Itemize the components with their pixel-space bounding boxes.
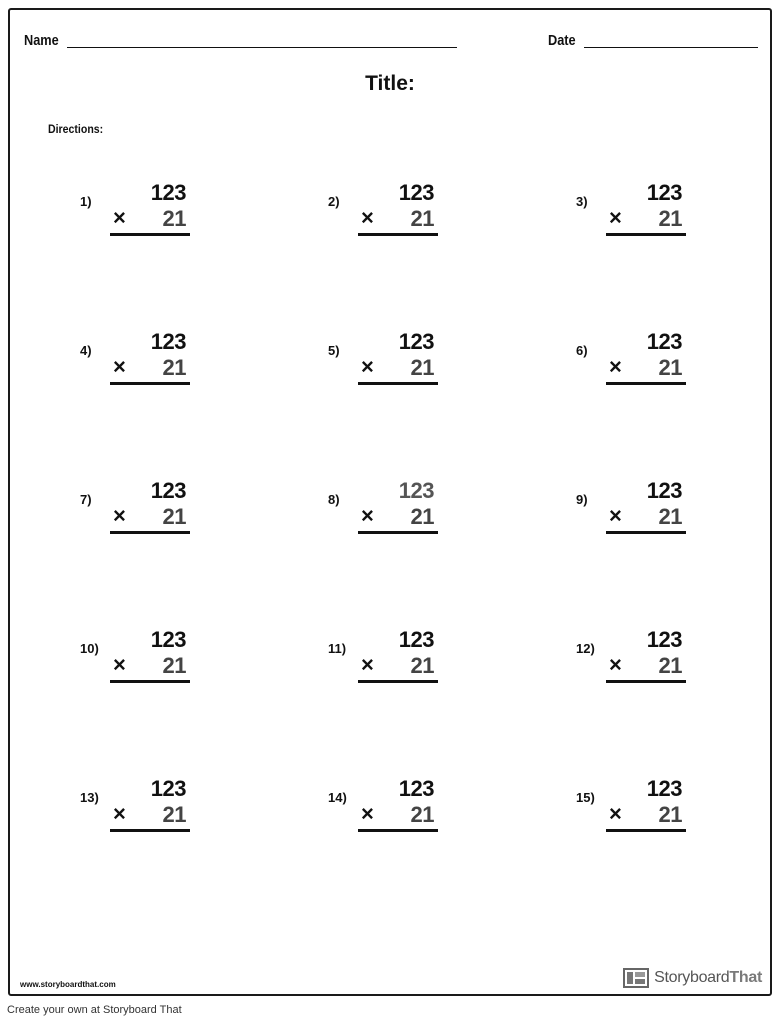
multiplier: 21: [410, 355, 434, 380]
multiply-icon: ×: [113, 205, 126, 230]
answer-line: [606, 382, 686, 385]
multiply-icon: ×: [609, 503, 622, 528]
multiplicand: 123: [150, 627, 186, 652]
problem-6: [576, 327, 736, 407]
problem-7: [80, 476, 240, 556]
date-label: Date: [548, 32, 576, 49]
multiplicand: 123: [398, 329, 434, 354]
multiply-icon: ×: [609, 205, 622, 230]
problem-number: 15): [576, 790, 595, 805]
problem-number: 7): [80, 492, 92, 507]
problem-10: [80, 625, 240, 705]
multiplier: 21: [162, 504, 186, 529]
answer-line: [358, 829, 438, 832]
problem-number: 2): [328, 194, 340, 209]
multiplicand: 123: [646, 329, 682, 354]
problem-number: 12): [576, 641, 595, 656]
multiply-icon: ×: [361, 354, 374, 379]
date-line: [584, 47, 758, 48]
multiplicand: 123: [150, 180, 186, 205]
multiplicand: 123: [646, 776, 682, 801]
answer-line: [358, 531, 438, 534]
multiplicand: 123: [150, 329, 186, 354]
answer-line: [358, 680, 438, 683]
problem-9: [576, 476, 736, 556]
answer-line: [606, 680, 686, 683]
multiplier: 21: [410, 802, 434, 827]
problem-5: [328, 327, 488, 407]
name-line: [67, 47, 457, 48]
multiplier: 21: [162, 355, 186, 380]
brand-name: [654, 969, 762, 987]
problem-number: 8): [328, 492, 340, 507]
problem-number: 1): [80, 194, 92, 209]
problem-number: 14): [328, 790, 347, 805]
multiply-icon: ×: [609, 652, 622, 677]
multiply-icon: ×: [113, 503, 126, 528]
multiplicand: 123: [398, 627, 434, 652]
answer-line: [606, 531, 686, 534]
multiplier: 21: [658, 355, 682, 380]
problem-2: [328, 178, 488, 258]
problem-number: 3): [576, 194, 588, 209]
multiplier: 21: [658, 504, 682, 529]
multiply-icon: ×: [361, 801, 374, 826]
problem-11: [328, 625, 488, 705]
footer-url: www.storyboardthat.com: [20, 980, 116, 989]
multiplicand: 123: [150, 776, 186, 801]
multiplier: 21: [410, 206, 434, 231]
multiplicand: 123: [646, 478, 682, 503]
answer-line: [606, 829, 686, 832]
multiplier: 21: [162, 802, 186, 827]
multiply-icon: ×: [361, 205, 374, 230]
problem-number: 4): [80, 343, 92, 358]
answer-line: [358, 382, 438, 385]
page-title: Title:: [365, 72, 415, 95]
worksheet-page: [8, 8, 772, 996]
multiply-icon: ×: [113, 652, 126, 677]
multiplier: 21: [658, 802, 682, 827]
multiplier: 21: [162, 206, 186, 231]
brand-name-part2: That: [729, 969, 762, 986]
problem-15: [576, 774, 736, 854]
multiply-icon: ×: [609, 801, 622, 826]
multiply-icon: ×: [361, 652, 374, 677]
multiplicand: 123: [398, 478, 434, 503]
multiplicand: 123: [646, 180, 682, 205]
multiplicand: 123: [398, 180, 434, 205]
multiplier: 21: [658, 653, 682, 678]
problem-4: [80, 327, 240, 407]
problem-12: [576, 625, 736, 705]
answer-line: [110, 531, 190, 534]
multiply-icon: ×: [113, 801, 126, 826]
problem-number: 13): [80, 790, 99, 805]
problem-number: 6): [576, 343, 588, 358]
multiplicand: 123: [646, 627, 682, 652]
multiplier: 21: [162, 653, 186, 678]
multiply-icon: ×: [361, 503, 374, 528]
problem-number: 10): [80, 641, 99, 656]
answer-line: [110, 233, 190, 236]
answer-line: [606, 233, 686, 236]
answer-line: [110, 680, 190, 683]
answer-line: [110, 382, 190, 385]
problem-number: 11): [328, 641, 347, 656]
problem-8: [328, 476, 488, 556]
multiplicand: 123: [150, 478, 186, 503]
problem-3: [576, 178, 736, 258]
brand-name-part1: Storyboard: [654, 969, 730, 986]
multiply-icon: ×: [113, 354, 126, 379]
storyboardthat-logo-icon: [623, 968, 649, 988]
answer-line: [110, 829, 190, 832]
problem-1: [80, 178, 240, 258]
multiplicand: 123: [398, 776, 434, 801]
directions-label: Directions:: [48, 122, 104, 136]
problem-number: 9): [576, 492, 588, 507]
multiplier: 21: [410, 504, 434, 529]
multiplier: 21: [658, 206, 682, 231]
problem-13: [80, 774, 240, 854]
problem-14: [328, 774, 488, 854]
problem-number: 5): [328, 343, 340, 358]
caption-link[interactable]: Create your own at Storyboard That: [7, 1004, 182, 1016]
answer-line: [358, 233, 438, 236]
multiply-icon: ×: [609, 354, 622, 379]
name-label: Name: [24, 32, 59, 49]
brand-logo[interactable]: [623, 968, 762, 988]
multiplier: 21: [410, 653, 434, 678]
